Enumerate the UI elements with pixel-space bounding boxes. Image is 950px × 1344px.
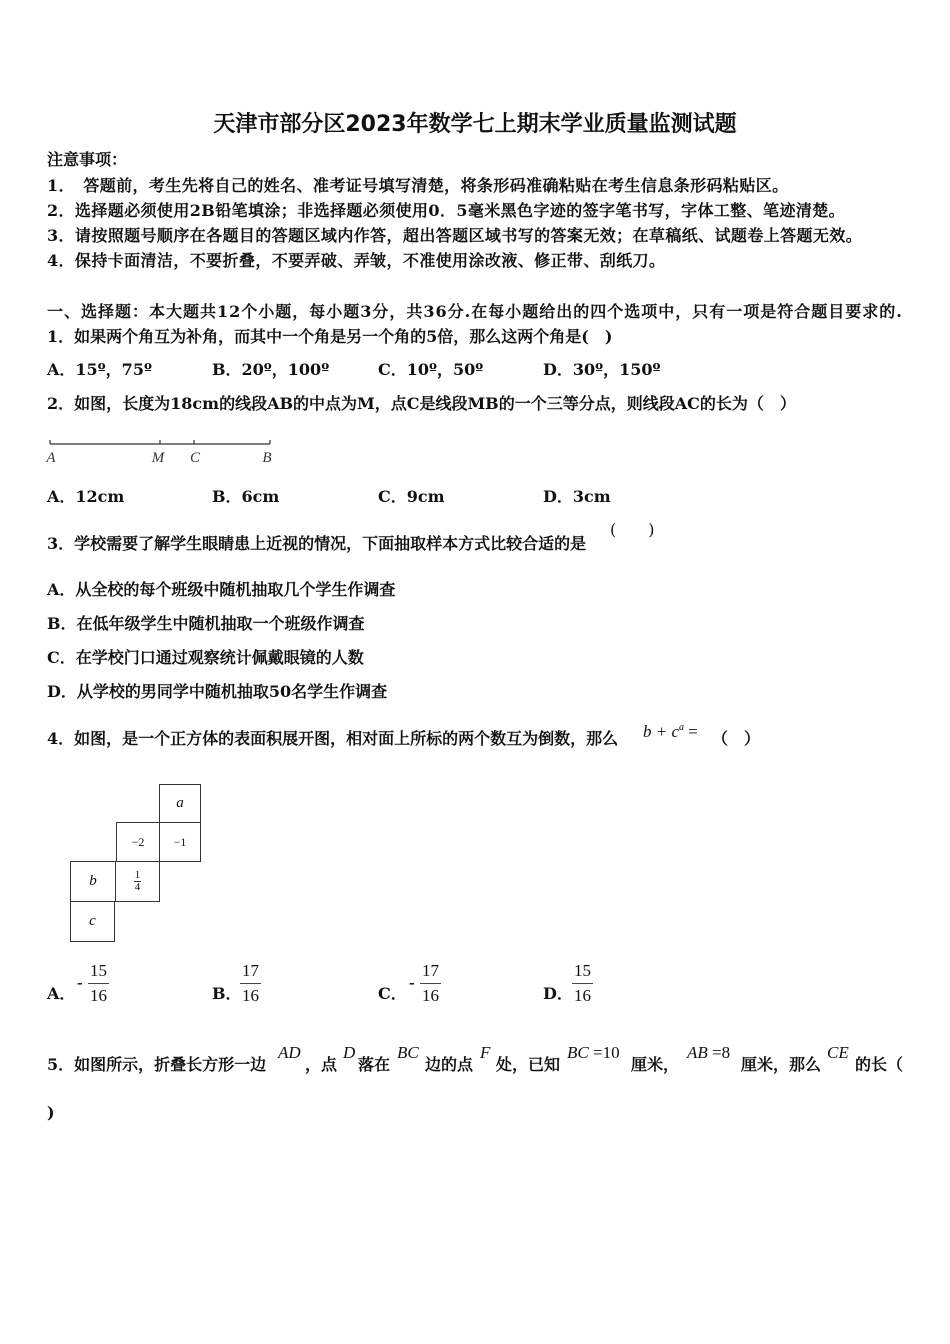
q4-option-b-numerator: 17	[240, 959, 261, 984]
q5-math-ab-name: AB	[687, 1043, 708, 1062]
q3-answer-blank: ( )	[610, 520, 655, 539]
q1-stem: 1．如果两个角互为补角，而其中一个角是另一个角的5倍，那么这两个角是( )	[47, 327, 613, 346]
line-segment-figure	[40, 432, 280, 468]
q4-expression	[643, 717, 698, 743]
q5-continuation: )	[47, 1103, 55, 1122]
net-label-neg2: −2	[131, 834, 145, 849]
q4-option-c-sign: -	[409, 973, 415, 992]
q5-text-6: 厘米，	[631, 1055, 680, 1074]
net-cell-neg2	[116, 822, 160, 862]
net-label-quarter	[134, 870, 142, 893]
net-quarter-denominator: 4	[134, 881, 141, 893]
label-m: M	[151, 450, 165, 466]
q2-option-a: A．12cm	[47, 487, 125, 506]
q3-option-c: C．在学校门口通过观察统计佩戴眼镜的人数	[47, 648, 364, 667]
q2-option-d: D．3cm	[543, 487, 611, 506]
q5-math-d: D	[343, 1043, 356, 1062]
net-label-c: c	[89, 913, 96, 929]
q3-option-d: D．从学校的男同学中随机抽取50名学生作调查	[47, 682, 388, 701]
q5-math-bc-equals: =10	[592, 1043, 620, 1062]
q4-option-b-fraction	[240, 959, 261, 1008]
label-b: B	[262, 450, 272, 466]
q2-stem: 2．如图，长度为18cm的线段AB的中点为M，点C是线段MB的一个三等分点，则线段AC的长为（ ）	[47, 394, 796, 413]
net-cell-quarter	[115, 861, 160, 902]
notice-item-3: 3．请按照题号顺序在各题目的答题区域内作答，超出答题区域书写的答案无效；在草稿纸、试题卷上答题无效。	[47, 226, 863, 245]
notice-item-1: 1． 答题前，考生先将自己的姓名、准考证号填写清楚，将条形码准确粘贴在考生信息条形码粘贴区。	[47, 176, 789, 195]
q4-option-a-fraction	[88, 959, 109, 1008]
q4-option-a-numerator: 15	[88, 959, 109, 984]
exam-title: 天津市部分区2023年数学七上期末学业质量监测试题	[213, 112, 737, 137]
q4-option-c-fraction	[420, 959, 441, 1008]
q5-text-4: 边的点	[425, 1055, 474, 1074]
q4-option-d-label: D．	[543, 984, 573, 1003]
q4-option-a-label: A．	[47, 984, 76, 1003]
q3-option-b: B．在低年级学生中随机抽取一个班级作调查	[47, 614, 365, 633]
q2-option-b: B．6cm	[212, 487, 280, 506]
q1-option-d: D．30º，150º	[543, 360, 661, 379]
q4-option-c-numerator: 17	[420, 959, 441, 984]
q4-stem: 4．如图，是一个正方体的表面积展开图，相对面上所标的两个数互为倒数，那么	[47, 729, 619, 748]
q4-option-c-label: C．	[378, 984, 407, 1003]
label-c: C	[189, 450, 201, 466]
q3-option-a: A．从全校的每个班级中随机抽取几个学生作调查	[47, 580, 396, 599]
q5-text-2: ，点	[305, 1055, 338, 1074]
net-label-b: b	[89, 873, 97, 889]
q5-math-ab-equals: =8	[712, 1043, 731, 1062]
notice-item-4: 4．保持卡面清洁，不要折叠，不要弄破、弄皱，不准使用涂改液、修正带、刮纸刀。	[47, 251, 666, 270]
section-heading: 一、选择题：本大题共12个小题，每小题3分，共36分.在每小题给出的四个选项中，只有一项是符合题目要求的.	[47, 302, 903, 321]
q4-option-b-denominator: 16	[242, 986, 259, 1005]
net-cell-b	[70, 861, 116, 902]
q1-option-a: A．15º，75º	[47, 360, 152, 379]
q4-expr-equals: =	[688, 722, 698, 741]
q5-math-bc-name: BC	[567, 1043, 589, 1062]
q5-text-5: 处，已知	[496, 1055, 561, 1074]
q4-option-d-fraction	[572, 959, 593, 1008]
q1-option-c: C．10º，50º	[378, 360, 484, 379]
label-a: A	[46, 450, 56, 466]
q4-answer-blank: （ ）	[712, 729, 761, 748]
q5-text-1: 5．如图所示，折叠长方形一边	[47, 1055, 267, 1074]
net-label-a: a	[176, 795, 184, 811]
q4-expr-base: b + c	[643, 722, 680, 741]
q5-text-7: 厘米，那么	[741, 1055, 822, 1074]
q4-expr-exponent: a	[679, 722, 685, 733]
q4-option-d-denominator: 16	[574, 986, 591, 1005]
q5-text-8: 的长（	[855, 1055, 904, 1074]
notice-item-2: 2．选择题必须使用2B铅笔填涂；非选择题必须使用0．5毫米黑色字迹的签字笔书写，字体工整、笔迹清楚。	[47, 201, 846, 220]
q3-stem: 3．学校需要了解学生眼睛患上近视的情况，下面抽取样本方式比较合适的是	[47, 534, 587, 553]
q2-option-c: C．9cm	[378, 487, 445, 506]
q1-option-b: B．20º，100º	[212, 360, 330, 379]
q4-option-d-numerator: 15	[572, 959, 593, 984]
net-cell-neg1	[159, 822, 201, 862]
q5-math-ab-value	[687, 1042, 730, 1064]
q4-option-a-denominator: 16	[90, 986, 107, 1005]
net-label-neg1: −1	[173, 834, 187, 849]
net-cell-a	[159, 784, 201, 823]
q5-math-f: F	[480, 1043, 491, 1062]
q5-math-ce: CE	[827, 1043, 849, 1062]
q4-option-a-sign: -	[77, 973, 83, 992]
net-quarter-numerator: 1	[134, 869, 141, 881]
q4-option-c-denominator: 16	[422, 986, 439, 1005]
q5-math-ad: AD	[278, 1043, 301, 1062]
q5-text-3: 落在	[358, 1055, 391, 1074]
q5-math-bc-value	[567, 1042, 620, 1064]
net-cell-c	[70, 901, 115, 942]
notice-heading: 注意事项：	[47, 150, 128, 169]
q5-math-bc: BC	[397, 1043, 419, 1062]
q4-option-b-label: B．	[212, 984, 242, 1003]
